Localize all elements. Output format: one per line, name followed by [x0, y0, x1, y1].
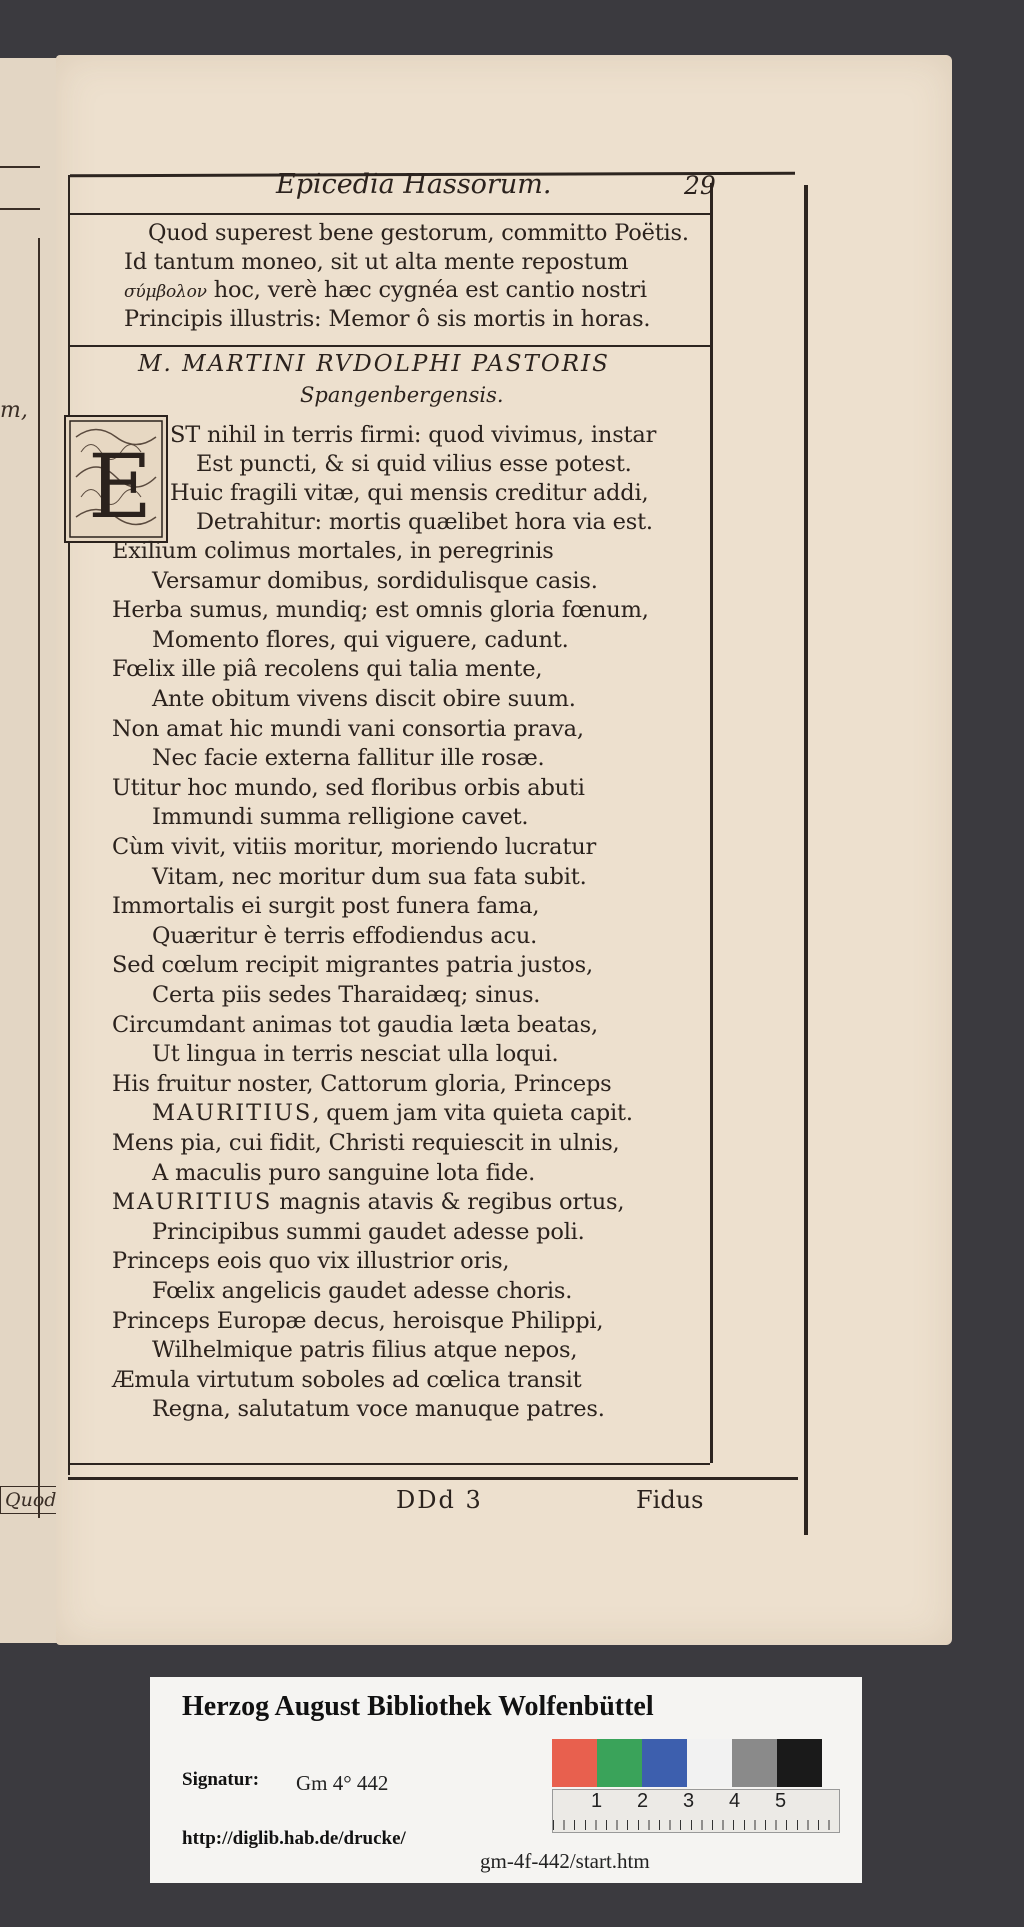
verse-line: Princeps eois quo vix illustrior oris, — [112, 1248, 510, 1275]
verse-line: Ante obitum vivens discit obire suum. — [152, 686, 576, 712]
poem-subtitle: Spangenbergensis. — [300, 383, 504, 407]
poem-title: M. MARTINI RVDOLPHI PASTORIS — [138, 351, 610, 377]
signatur-value: Gm 4° 442 — [296, 1771, 389, 1795]
catchword: Fidus — [636, 1486, 704, 1514]
ruler-number: 4 — [729, 1790, 741, 1812]
verse-line: Non amat hic mundi vani consortia prava, — [112, 715, 584, 742]
footer-rule — [70, 1463, 710, 1465]
facing-page-catchword: Quod — [0, 1486, 61, 1514]
verse-line: Æmula virtutum soboles ad cœlica transit — [112, 1366, 582, 1393]
ruler-number: 2 — [637, 1790, 649, 1812]
section-rule — [70, 345, 710, 347]
facing-page-fragment — [0, 58, 60, 1643]
facing-page-frame — [38, 238, 40, 1518]
verse-line: Circumdant animas tot gaudia læta beatas, — [112, 1011, 598, 1038]
book-page — [56, 55, 952, 1645]
verse-line: Fœlix ille piâ recolens qui talia mente, — [112, 656, 543, 683]
library-name: Herzog August Bibliothek Wolfenbüttel — [182, 1691, 654, 1722]
verse-line: Wilhelmique patris filius atque nepos, — [152, 1337, 578, 1364]
verse-line-text: hoc, verè hæc cygnéa est cantio nostri — [213, 277, 647, 303]
scale-ruler — [552, 1789, 840, 1833]
initial-letter: E — [88, 435, 153, 538]
verse-line: Regna, salutatum voce manuque patres. — [152, 1396, 605, 1423]
verse-line: Utitur hoc mundo, sed floribus orbis abuti — [112, 774, 585, 801]
decorated-initial-ornament-icon — [66, 417, 166, 541]
verse-line-text: , quem jam vita quieta capit. — [312, 1100, 633, 1127]
facing-page-rule — [0, 166, 40, 168]
verse-line: Id tantum moneo, sit ut alta mente repostum — [124, 249, 629, 275]
ruler-number: 1 — [591, 1790, 603, 1812]
verse-line: Fœlix angelicis gaudet adesse choris. — [152, 1278, 573, 1304]
verse-line: Detrahitur: mortis quælibet hora via est. — [196, 509, 653, 535]
url-suffix[interactable]: gm-4f-442/start.htm — [480, 1849, 650, 1873]
color-swatch — [642, 1739, 687, 1787]
name-mauritius: MAURITIUS — [152, 1100, 313, 1127]
frame-right-inner-rule — [710, 183, 713, 1463]
color-swatch — [597, 1739, 642, 1787]
facing-page-rule — [0, 208, 40, 210]
frame-left-rule — [68, 175, 70, 1475]
verse-line: Vitam, nec moritur dum sua fata subit. — [152, 863, 587, 890]
library-label-card — [150, 1677, 862, 1883]
verse-line: A maculis puro sanguine lota fide. — [152, 1159, 536, 1186]
greek-word: σύμβολον — [124, 282, 207, 302]
name-mauritius: MAURITIUS — [112, 1189, 273, 1216]
verse-line-greek — [124, 277, 647, 303]
verse-line: Certa piis sedes Tharaidæq; sinus. — [152, 982, 541, 1008]
color-swatch — [552, 1739, 597, 1787]
verse-line: His fruitur noster, Cattorum gloria, Princeps — [112, 1070, 612, 1097]
page-number: 29 — [684, 171, 716, 200]
verse-line: Cùm vivit, vitiis moritur, moriendo lucratur — [112, 834, 597, 860]
verse-line: Mens pia, cui fidit, Christi requiescit in ulnis, — [112, 1130, 620, 1156]
verse-line: Princeps Europæ decus, heroisque Philippi, — [112, 1307, 604, 1334]
verse-line: Exilium colimus mortales, in peregrinis — [112, 538, 554, 564]
decorated-initial — [64, 415, 168, 543]
running-head: Epicedia Hassorum. — [276, 169, 552, 200]
verse-line: Nec facie externa fallitur ille rosæ. — [152, 745, 545, 772]
color-calibration-swatches — [552, 1739, 822, 1787]
verse-line: Sed cœlum recipit migrantes patria justos, — [112, 952, 593, 979]
verse-line: Quæritur è terris effodiendus acu. — [152, 922, 538, 949]
verse-line: ST nihil in terris firmi: quod vivimus, instar — [170, 422, 657, 448]
color-swatch — [732, 1739, 777, 1787]
color-swatch — [777, 1739, 822, 1787]
verse-line-text: magnis atavis & regibus ortus, — [272, 1189, 625, 1216]
verse-line: Est puncti, & si quid vilius esse potest. — [196, 451, 632, 477]
frame-bottom-rule — [68, 1477, 798, 1480]
verse-line: Principibus summi gaudet adesse poli. — [152, 1218, 585, 1245]
header-rule — [70, 213, 710, 215]
verse-line: Ut lingua in terris nesciat ulla loqui. — [152, 1041, 559, 1068]
verse-line-mauritius — [112, 1189, 624, 1215]
verse-line: Huic fragili vitæ, qui mensis creditur addi, — [170, 480, 649, 506]
color-swatch — [687, 1739, 732, 1787]
frame-right-outer-rule — [804, 185, 808, 1535]
ruler-number: 5 — [775, 1790, 787, 1812]
signatur-label: Signatur: — [182, 1769, 260, 1790]
verse-line-mauritius — [152, 1100, 633, 1126]
verse-line: Immortalis ei surgit post funera fama, — [112, 893, 540, 920]
verse-line: Quod superest bene gestorum, committo Poëtis. — [148, 220, 689, 246]
verse-line: Momento flores, qui viguere, cadunt. — [152, 626, 569, 653]
signature-mark: DDd 3 — [396, 1486, 483, 1514]
verse-line: Versamur domibus, sordidulisque casis. — [152, 567, 598, 594]
verse-line: Herba sumus, mundiq; est omnis gloria fœnum, — [112, 597, 649, 624]
verse-line: Immundi summa relligione cavet. — [152, 804, 529, 831]
verse-line: Principis illustris: Memor ô sis mortis in horas. — [124, 306, 651, 332]
ruler-number: 3 — [683, 1790, 695, 1812]
url-prefix[interactable]: http://diglib.hab.de/drucke/ — [182, 1828, 406, 1849]
facing-page-word: m, — [0, 398, 28, 423]
